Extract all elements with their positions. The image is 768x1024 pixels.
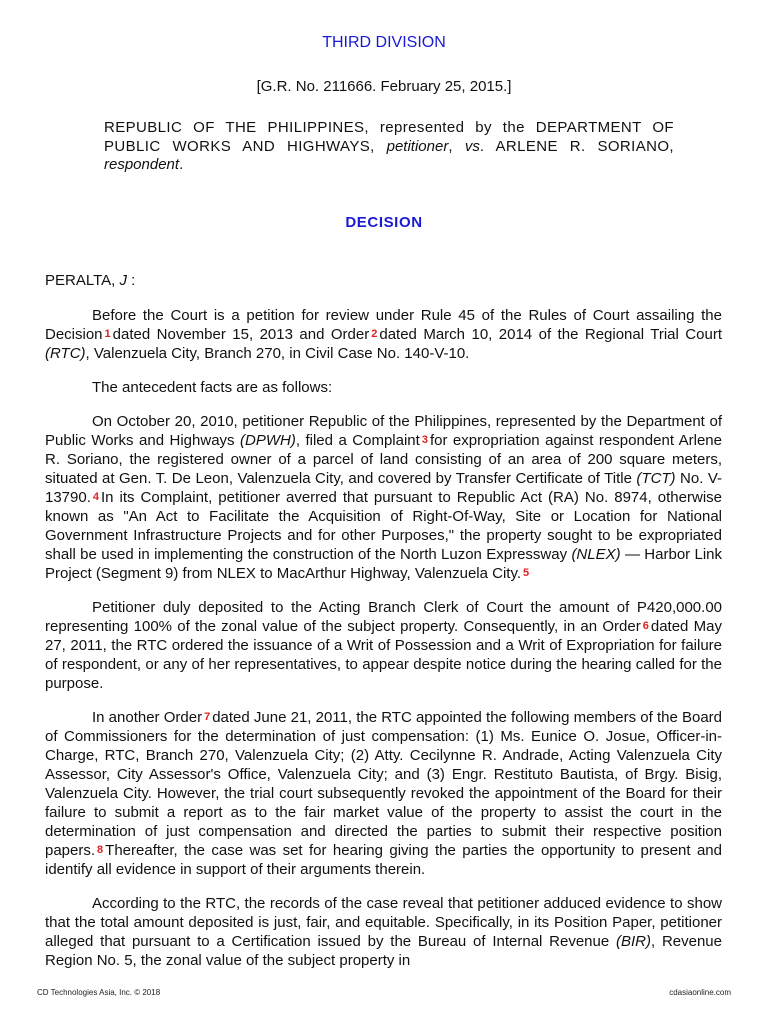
footer-copyright: CD Technologies Asia, Inc. © 2018 <box>37 988 161 997</box>
paragraph-6 <box>45 894 722 970</box>
caption-respondent-role: respondent <box>104 156 180 173</box>
caption-petitioner: REPUBLIC OF THE PHILIPPINES, represented by the DEPARTMENT OF PUBLIC WORKS AND HIGHWAYS, <box>104 119 674 155</box>
p4-text-b: dated May 27, 2011, the RTC ordered the issuance of a Writ of Possession and a Writ of Expropriation for failure of respondent, or any of her representatives, to appear despite notice during the hearing called for the purpose. <box>45 618 722 692</box>
p6-bir: (BIR) <box>616 933 651 950</box>
ponente <box>45 272 135 289</box>
gr-number: [G.R. No. 211666. February 25, 2015.] <box>256 78 512 95</box>
p3-text-e: In its Complaint, petitioner averred that pursuant to Republic Act (RA) No. 8974, otherwise known as "An Act to Facilitate the Acquisition of Right-Of-Way, Site or Location for National Government Infrastructure Projects and for other Purposes," the property sought to be expropriated shall be used in implementing the construction of the North Luzon Expressway <box>45 489 722 563</box>
footnote-link-2[interactable]: 2 <box>371 328 378 340</box>
p3-text-f: — Harbor Link Project (Segment 9) from NLEX to MacArthur Highway, Valenzuela City. <box>45 546 722 582</box>
paragraph-1 <box>45 306 722 363</box>
p3-tct: (TCT) <box>636 470 676 487</box>
p3-text-d: No. V-13790. <box>45 470 723 506</box>
p5-text-b: dated June 21, 2011, the RTC appointed the following members of the Board of Commissioners for the determination of just compensation: (1) Ms. Eunice O. Josue, Officer-in-Charge, RTC, Branch 270, Valenzuela City; (2) Atty. Cecilynne R. Andrade, Acting Valenzuela City Assessor, City Assessor's Office, Valenzuela City; and (3) Engr. Restituto Bautista, of Brgy. Bisig, Valenzuela City. However, the trial court subsequently revoked the appointment of the Board for their failure to submit a report as to the fair market value of the property to assist the court in the determination of just compensation and directed the parties to submit their respective position papers. <box>45 709 723 859</box>
footnote-link-4[interactable]: 4 <box>92 491 100 503</box>
case-caption: REPUBLIC OF THE PHILIPPINES, represented by the DEPARTMENT OF PUBLIC WORKS AND HIGHWAYS, petitioner, vs. ARLENE R. SORIANO, respondent. <box>104 119 674 173</box>
p5-text-c: Thereafter, the case was set for hearing giving the parties the opportunity to present and identify all evidence in support of their arguments therein. <box>45 842 722 878</box>
p6-text-b: , Revenue Region No. 5, the zonal value of the subject property in <box>45 933 722 969</box>
p2-text: The antecedent facts are as follows: <box>92 379 333 396</box>
p1-text-a: Before the Court is a petition for review under Rule 45 of the Rules of Court assailing the Decision <box>45 307 722 343</box>
paragraph-3 <box>45 412 722 583</box>
p1-rtc: (RTC) <box>45 345 86 362</box>
paragraph-5 <box>45 708 722 879</box>
p1-text-d: , Valenzuela City, Branch 270, in Civil Case No. 140-V-10. <box>85 345 470 362</box>
footnote-link-5[interactable]: 5 <box>523 567 530 579</box>
footer-site: cdasiaonline.com <box>669 988 731 997</box>
footnote-link-1[interactable]: 1 <box>104 328 111 340</box>
ponente-name: PERALTA, <box>45 272 116 289</box>
p6-text-a: According to the RTC, the records of the case reveal that petitioner adduced evidence to show that the total amount deposited is just, fair, and equitable. Specifically, in its Position Paper, petitioner alleged that pursuant to a Certification issued by the Bureau of Internal Revenue <box>45 895 722 950</box>
caption-respondent: ARLENE R. SORIANO, <box>495 137 674 155</box>
p3-nlex: (NLEX) <box>571 546 621 563</box>
division-heading: THIRD DIVISION <box>322 34 446 51</box>
p3-dpwh: (DPWH) <box>240 432 296 449</box>
decision-body <box>45 306 722 985</box>
ponente-title: J <box>119 272 127 289</box>
caption-vs: vs <box>464 137 480 155</box>
p3-text-b: , filed a Complaint <box>295 432 420 449</box>
footnote-link-7[interactable]: 7 <box>204 711 211 723</box>
footnote-link-8[interactable]: 8 <box>97 844 104 856</box>
paragraph-4 <box>45 598 722 693</box>
ponente-colon: : <box>126 272 136 289</box>
decision-title: DECISION <box>345 214 423 231</box>
paragraph-2 <box>45 378 722 397</box>
caption-petitioner-role: petitioner <box>386 137 449 155</box>
footnote-link-6[interactable]: 6 <box>642 620 649 632</box>
p3-text-a: On October 20, 2010, petitioner Republic of the Philippines, represented by the Department of Public Works and Highways <box>45 413 722 449</box>
p5-text-a: In another Order <box>92 709 203 726</box>
footnote-link-3[interactable]: 3 <box>421 434 428 446</box>
p1-text-b: dated November 15, 2013 and Order <box>112 326 370 343</box>
p1-text-c: dated March 10, 2014 of the Regional Trial Court <box>379 326 722 343</box>
p3-text-c: for expropriation against respondent Arlene R. Soriano, the registered owner of a parcel of land consisting of an area of 200 square meters, situated at Gen. T. De Leon, Valenzuela City, and covered by Transfer Certificate of Title <box>45 432 722 487</box>
p4-text-a: Petitioner duly deposited to the Acting Branch Clerk of Court the amount of P420,000.00 representing 100% of the zonal value of the subject property. Consequently, in an Order <box>45 599 722 635</box>
